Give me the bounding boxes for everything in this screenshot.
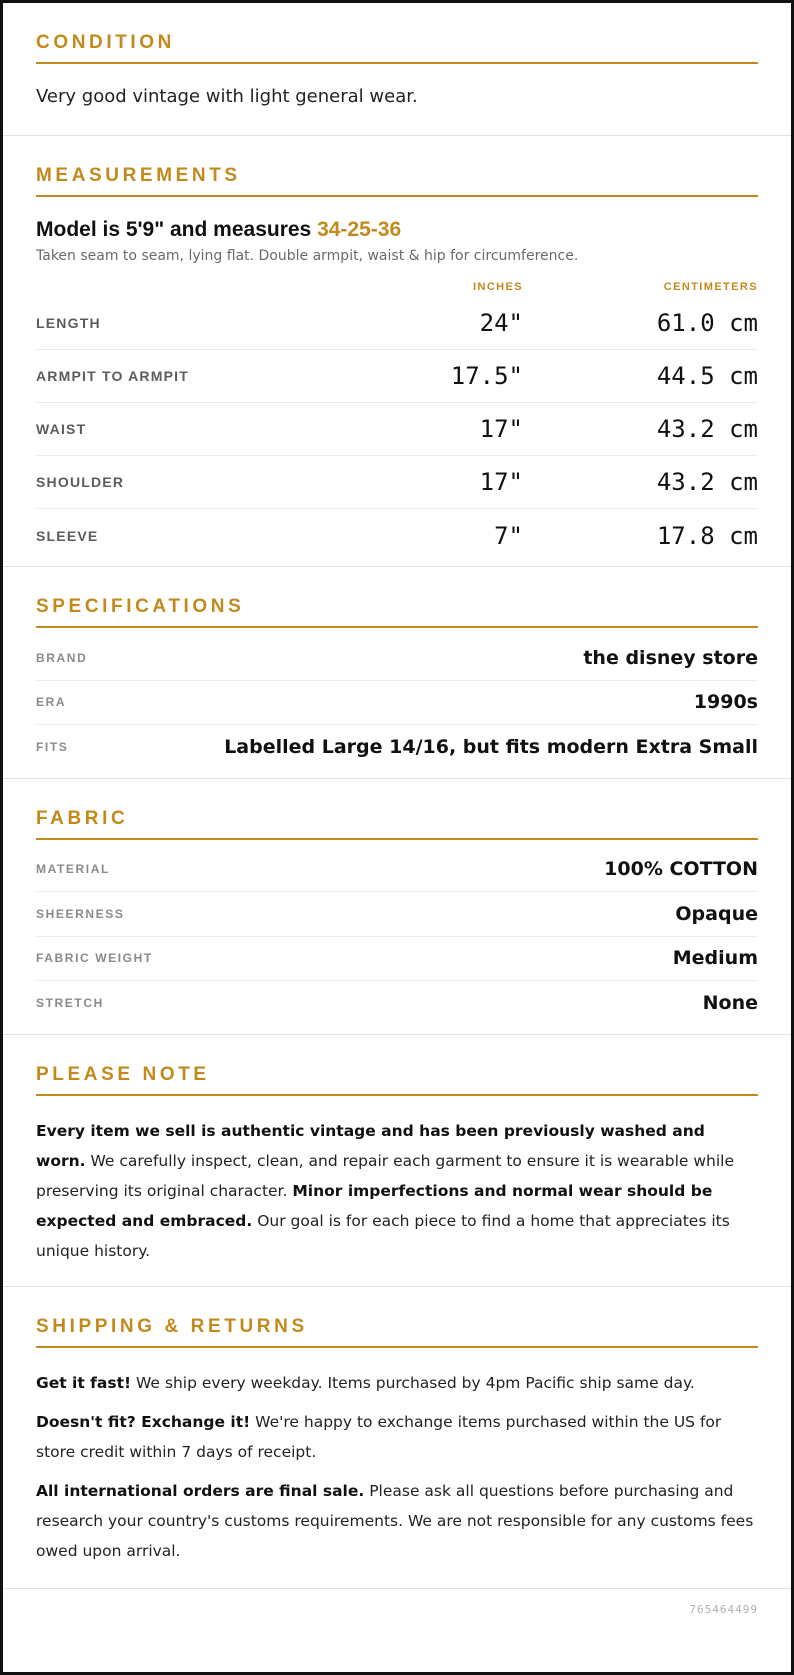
fabric-label: SHEERNESS	[36, 906, 125, 921]
condition-text: Very good vintage with light general wear.	[36, 86, 418, 107]
model-measures-value: 34-25-36	[317, 218, 402, 241]
measurement-row	[36, 297, 758, 350]
fabric-row-weight	[36, 937, 758, 982]
measurements-header	[36, 281, 758, 297]
specifications-title: SPECIFICATIONS	[36, 595, 758, 628]
measurement-inches: 17.5"	[450, 362, 523, 390]
measurement-label: SHOULDER	[36, 474, 125, 490]
spec-label: BRAND	[36, 650, 88, 665]
measurement-label: ARMPIT TO ARMPIT	[36, 368, 189, 384]
spec-label: FITS	[36, 740, 69, 755]
spec-value: Labelled Large 14/16, but fits modern Extra Small	[224, 736, 758, 759]
measurement-row	[36, 456, 758, 509]
measurement-row	[36, 509, 758, 562]
condition-title: CONDITION	[36, 31, 758, 64]
spec-value: 1990s	[693, 691, 758, 714]
spec-value: the disney store	[583, 646, 758, 669]
item-id: 765464499	[689, 1602, 758, 1616]
fabric-label: MATERIAL	[36, 862, 110, 877]
model-measures	[36, 217, 758, 243]
fabric-value: 100% COTTON	[604, 858, 758, 881]
fabric-label: STRETCH	[36, 996, 104, 1011]
measurement-inches: 24"	[479, 309, 523, 337]
fabric-label: FABRIC WEIGHT	[36, 951, 153, 966]
inches-column-header: INCHES	[473, 281, 523, 293]
exchange-paragraph: Doesn't fit? Exchange it! We're happy to exchange items purchased within the US for store credit within 7 days of receipt.	[36, 1412, 722, 1461]
specifications-section	[3, 567, 791, 779]
spec-row-fits	[36, 725, 758, 770]
shipping-paragraph: Get it fast! We ship every weekday. Items purchased by 4pm Pacific ship same day.	[36, 1373, 695, 1392]
measurements-section	[3, 136, 791, 567]
measurement-inches: 17"	[479, 468, 523, 496]
fabric-value: Opaque	[675, 902, 758, 925]
fabric-row-material	[36, 848, 758, 893]
fabric-list	[36, 848, 758, 1034]
measurement-label: SLEEVE	[36, 527, 99, 544]
spec-row-brand	[36, 636, 758, 681]
fabric-row-sheerness	[36, 892, 758, 937]
please-note-title: PLEASE NOTE	[36, 1063, 758, 1096]
measurement-cm: 17.8 cm	[656, 521, 758, 550]
measurement-inches: 17"	[479, 415, 523, 443]
spec-row-era	[36, 681, 758, 726]
measurement-row	[36, 403, 758, 456]
measurement-inches: 7"	[494, 521, 523, 550]
condition-section	[3, 3, 791, 136]
specifications-list	[36, 636, 758, 778]
fabric-value: None	[702, 992, 758, 1015]
spec-label: ERA	[36, 695, 67, 710]
international-paragraph: All international orders are final sale. Please ask all questions before purchasing and research your country's customs requirements. We are not responsible for any customs fees owed upon arrival.	[36, 1481, 754, 1560]
measurement-cm: 61.0 cm	[656, 309, 758, 337]
model-measures-prefix: Model is 5'9" and measures	[36, 218, 318, 241]
shipping-returns-title: SHIPPING & RETURNS	[36, 1315, 758, 1348]
measurement-cm: 43.2 cm	[656, 468, 758, 496]
fabric-row-stretch	[36, 981, 758, 1026]
please-note-text: Every item we sell is authentic vintage and has been previously washed and worn. We carefully inspect, clean, and repair each garment to ensure it is wearable while preserving its original character. Minor imperfections and normal wear should be expected and embraced. Our goal is for each piece to find a home that appreciates its unique history.	[36, 1121, 735, 1260]
measurement-label: WAIST	[36, 421, 87, 437]
measurement-cm: 44.5 cm	[656, 362, 758, 390]
measurement-label: LENGTH	[36, 315, 101, 331]
fabric-section	[3, 779, 791, 1035]
fabric-title: FABRIC	[36, 807, 758, 840]
measurement-cm: 43.2 cm	[656, 415, 758, 443]
fabric-value: Medium	[672, 947, 758, 970]
measurements-title: MEASUREMENTS	[36, 164, 758, 197]
measurement-row	[36, 350, 758, 403]
measurements-subtitle: Taken seam to seam, lying flat. Double armpit, waist & hip for circumference.	[36, 248, 579, 264]
please-note-section	[3, 1035, 791, 1287]
shipping-returns-section	[3, 1287, 791, 1589]
centimeters-column-header: CENTIMETERS	[663, 281, 758, 293]
measurements-table	[36, 297, 758, 566]
